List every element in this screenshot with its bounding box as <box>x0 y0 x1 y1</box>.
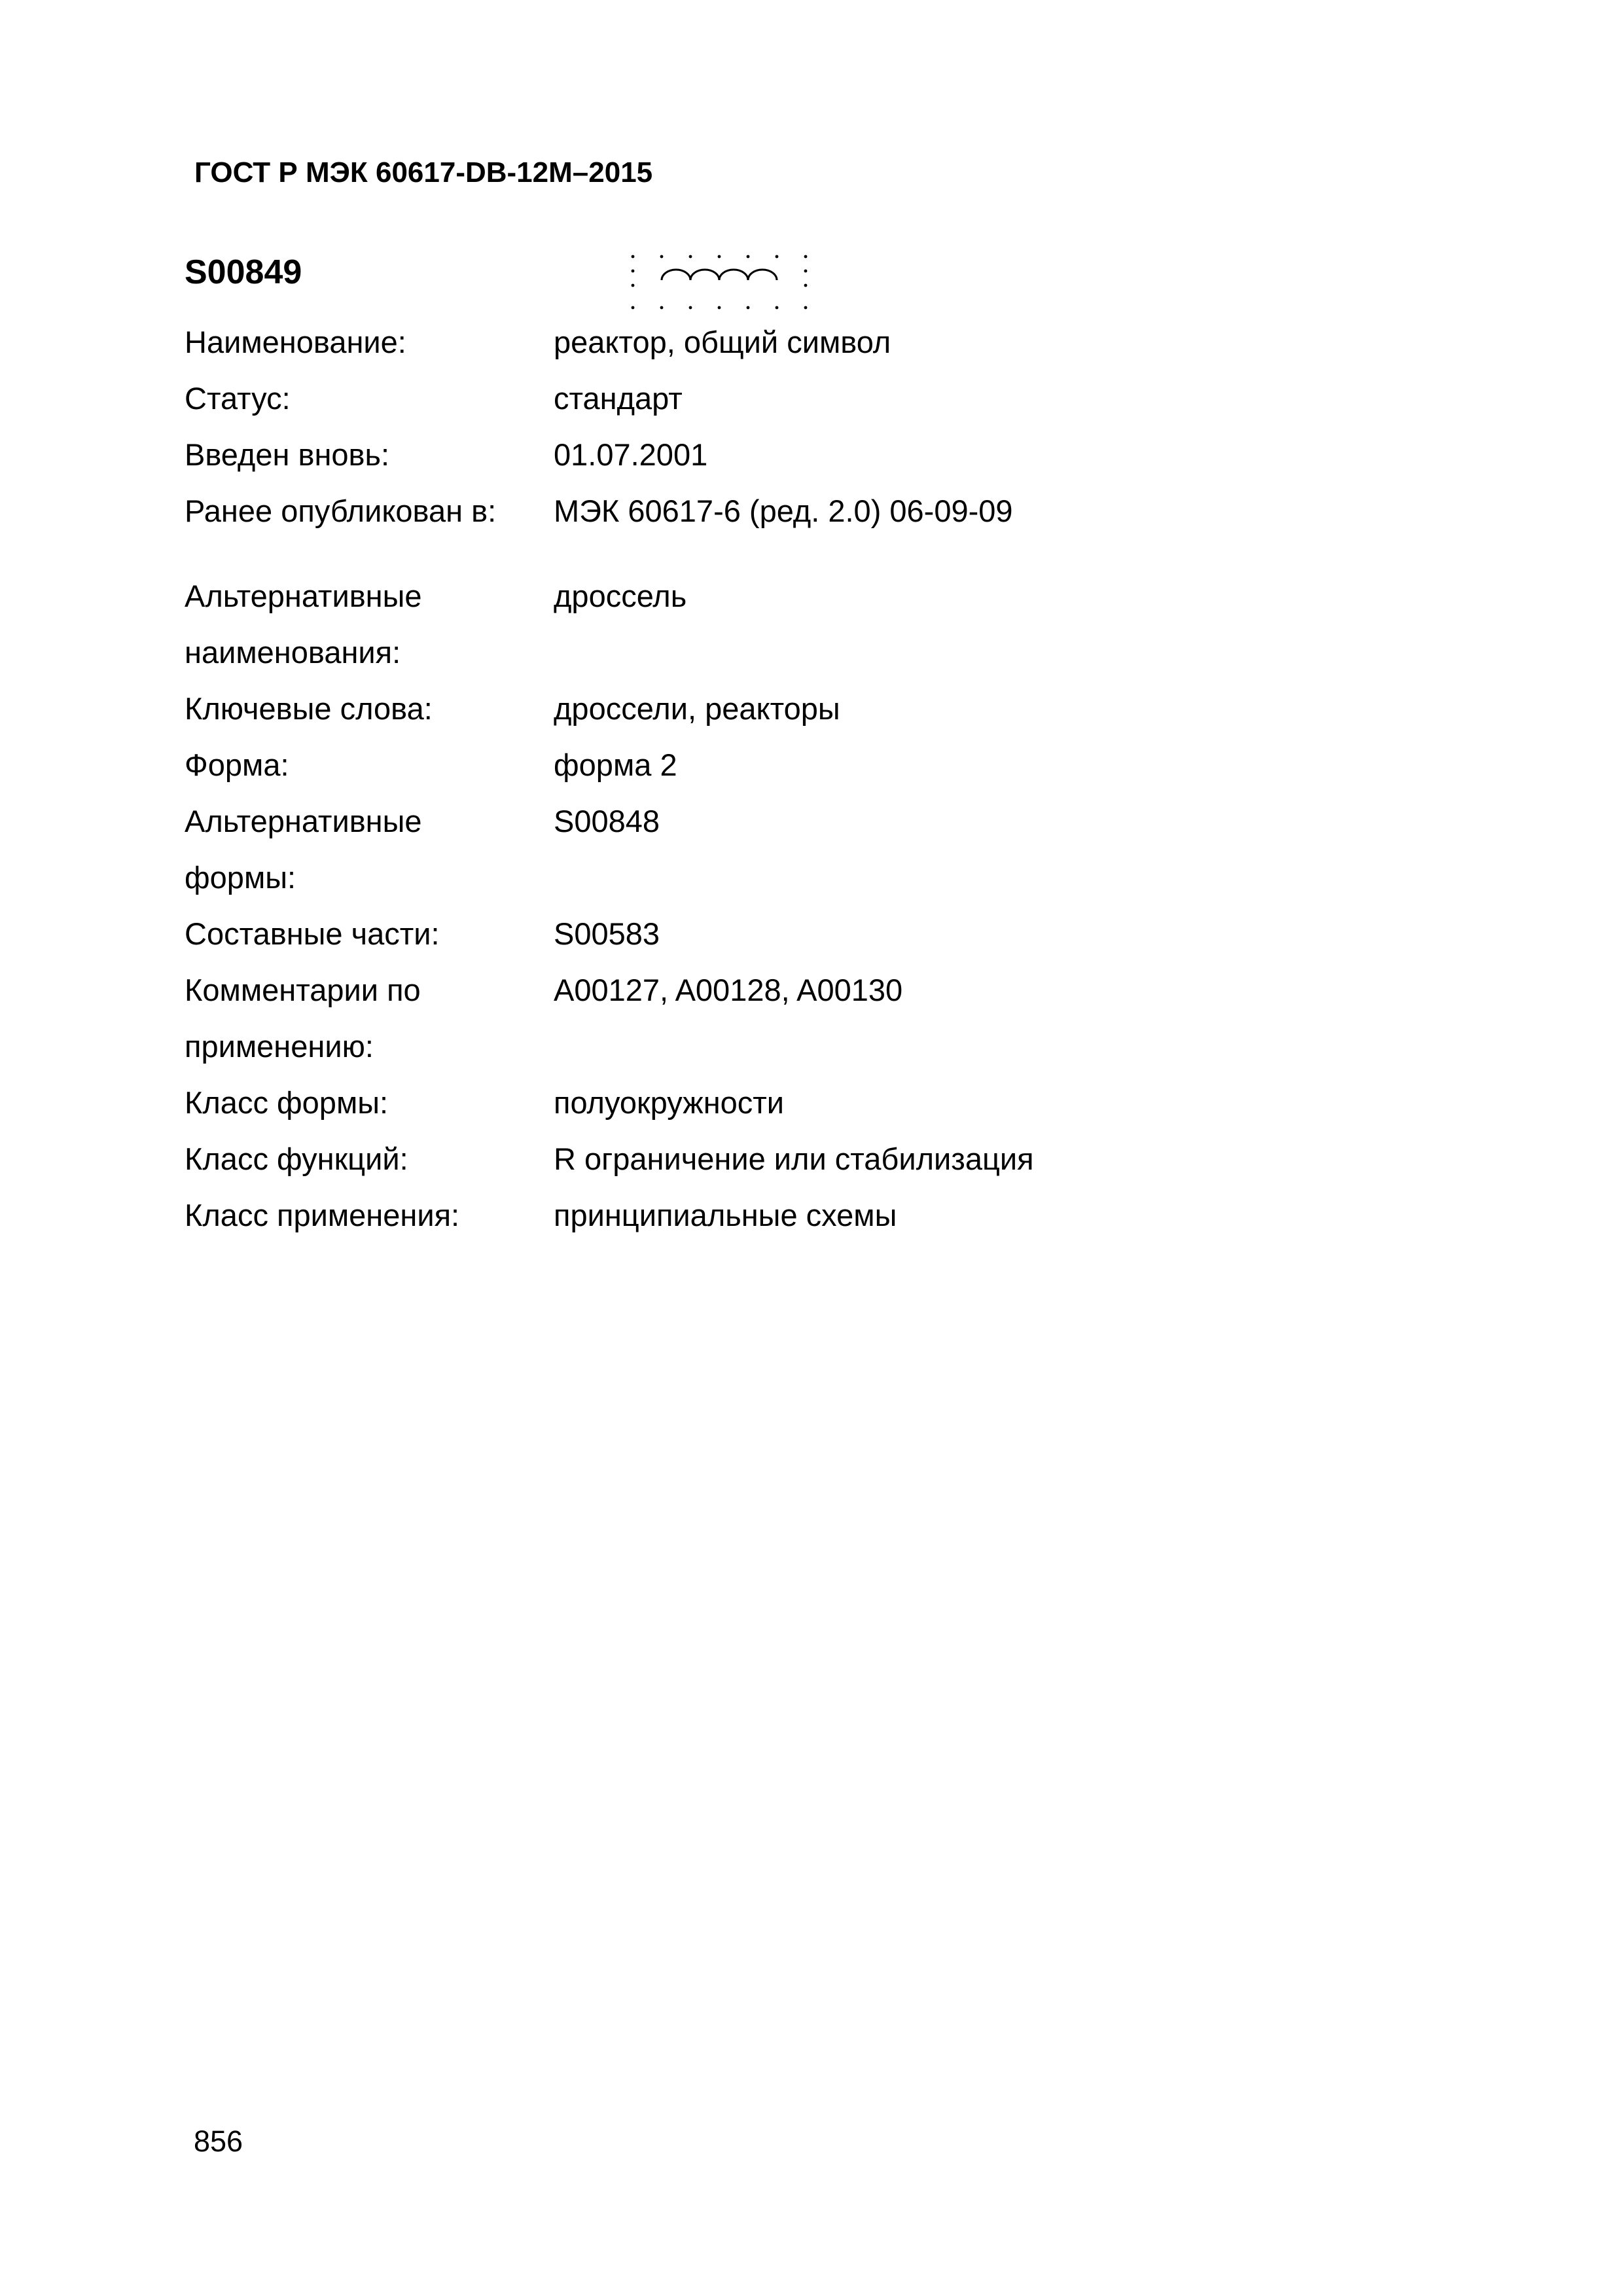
field-value: S00583 <box>554 916 660 951</box>
page-number: 856 <box>194 2125 243 2158</box>
field-label: Наименование: <box>185 325 406 359</box>
field-label: Класс применения: <box>185 1198 460 1232</box>
field-label: Класс функций: <box>185 1141 408 1176</box>
field-value: стандарт <box>554 381 683 416</box>
field-label: Статус: <box>185 381 291 416</box>
field-value: R ограничение или стабилизация <box>554 1141 1034 1176</box>
reactor-symbol-icon <box>615 242 818 314</box>
field-value: S00848 <box>554 804 660 838</box>
field-value: полуокружности <box>554 1085 785 1120</box>
field-value: принципиальные схемы <box>554 1198 897 1232</box>
field-label: Форма: <box>185 747 289 782</box>
field-label: формы: <box>185 860 296 895</box>
field-label: Комментарии по <box>185 973 421 1007</box>
standard-header: ГОСТ Р МЭК 60617-DB-12M–2015 <box>194 156 653 188</box>
field-value: МЭК 60617-6 (ред. 2.0) 06-09-09 <box>554 493 1013 528</box>
field-label: Альтернативные <box>185 804 422 838</box>
field-label: Ключевые слова: <box>185 691 433 726</box>
field-value: форма 2 <box>554 747 677 782</box>
field-value: дроссели, реакторы <box>554 691 840 726</box>
field-label: Альтернативные <box>185 579 422 613</box>
field-label: Ранее опубликован в: <box>185 493 497 528</box>
field-label: наименования: <box>185 635 401 670</box>
field-value: дроссель <box>554 579 687 613</box>
field-label: применению: <box>185 1029 374 1064</box>
field-value: 01.07.2001 <box>554 437 708 472</box>
field-label: Введен вновь: <box>185 437 390 472</box>
field-label: Класс формы: <box>185 1085 389 1120</box>
field-value: реактор, общий символ <box>554 325 891 359</box>
symbol-code: S00849 <box>185 253 302 291</box>
field-label: Составные части: <box>185 916 440 951</box>
field-value: A00127, A00128, A00130 <box>554 973 903 1007</box>
